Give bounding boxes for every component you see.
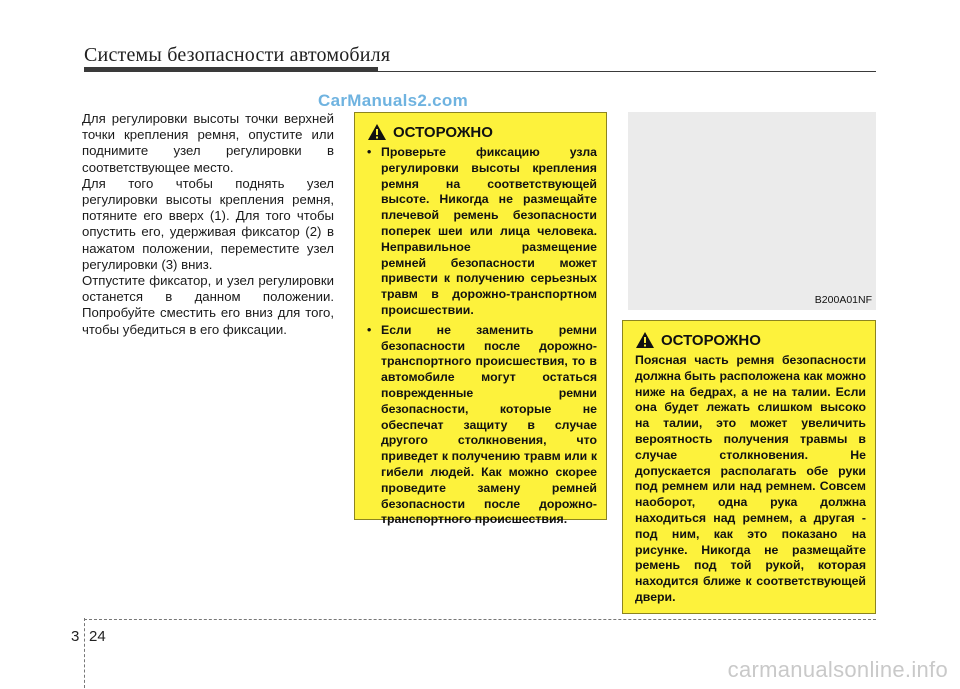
body-text-column xyxy=(82,111,334,338)
warning-header xyxy=(367,123,597,141)
warning-box-left xyxy=(354,112,607,527)
footer-tick xyxy=(84,618,86,688)
warning-list xyxy=(367,145,597,528)
warning-item: • Проверьте фиксацию узла регулировки высоты крепления ремня на соответствующей высоте. Никогда не размещайте плечевой ремень безопасности поперек шеи или лица человека. Неправильное размещение ремней безопасности может привести к получению серьезных травм в дорожно-транспортном происшествии. xyxy=(367,145,597,319)
seatbelt-figure xyxy=(628,112,876,310)
warning-triangle-icon xyxy=(367,123,387,141)
warning-header xyxy=(635,331,866,349)
warning-text: Поясная часть ремня безопасности должна быть расположена как можно ниже на бедрах, а не на талии. Если она будет лежать слишком высоко на талии, это может увеличить вероятность получения травмы в случае столкновения. Не допускается располагать обе руки под ремнем или над ремнем. Совсем наоборот, одна рука должна находиться над ремнем, а другая - под ним, как это показано на рисунке. Никогда не размещайте ремень под той рукой, которая находится ближе к соответствующей двери. xyxy=(635,353,866,604)
body-paragraph-2: Для того чтобы поднять узел регулировки высоты крепления ремня, потяните его вверх (1). Для того чтобы опустить его, удерживая фиксатор (2) в нажатом положении, переместите узел регулировки (3) вниз. xyxy=(82,175,334,272)
body-paragraph-1: Для регулировки высоты точки верхней точки крепления ремня, опустите или поднимите узел регулировки в соответствующее место. xyxy=(82,111,334,175)
body-paragraph-3: Отпустите фиксатор, и узел регулировки останется в данном положении. Попробуйте сместить его вниз для того, чтобы убедиться в его фиксации. xyxy=(82,273,334,337)
page-chapter-number: 3 xyxy=(71,628,80,645)
warning-box-right xyxy=(622,320,876,614)
watermark-top: CarManuals2.com xyxy=(318,91,468,110)
figure-code: B200A01NF xyxy=(814,294,872,306)
footer-rule xyxy=(84,619,876,620)
header-rule-thin xyxy=(84,71,876,72)
warning-title: ОСТОРОЖНО xyxy=(661,331,761,349)
page-header-title: Системы безопасности автомобиля xyxy=(84,44,391,66)
warning-triangle-icon xyxy=(635,331,655,349)
watermark-bottom: carmanualsonline.info xyxy=(727,657,948,682)
warning-title: ОСТОРОЖНО xyxy=(393,123,493,141)
page-number: 24 xyxy=(89,628,106,645)
warning-item: • Если не заменить ремни безопасности после дорожно-транспортного происшествия, то в автомобиле могут остаться поврежденные ремни безопасности, которые не обеспечат защиту в случае другого столкновения, что приведет к получению травм или к гибели людей. Как можно скорее проведите замену ремней безопасности после дорожно-транспортного происшествия. xyxy=(367,323,597,528)
